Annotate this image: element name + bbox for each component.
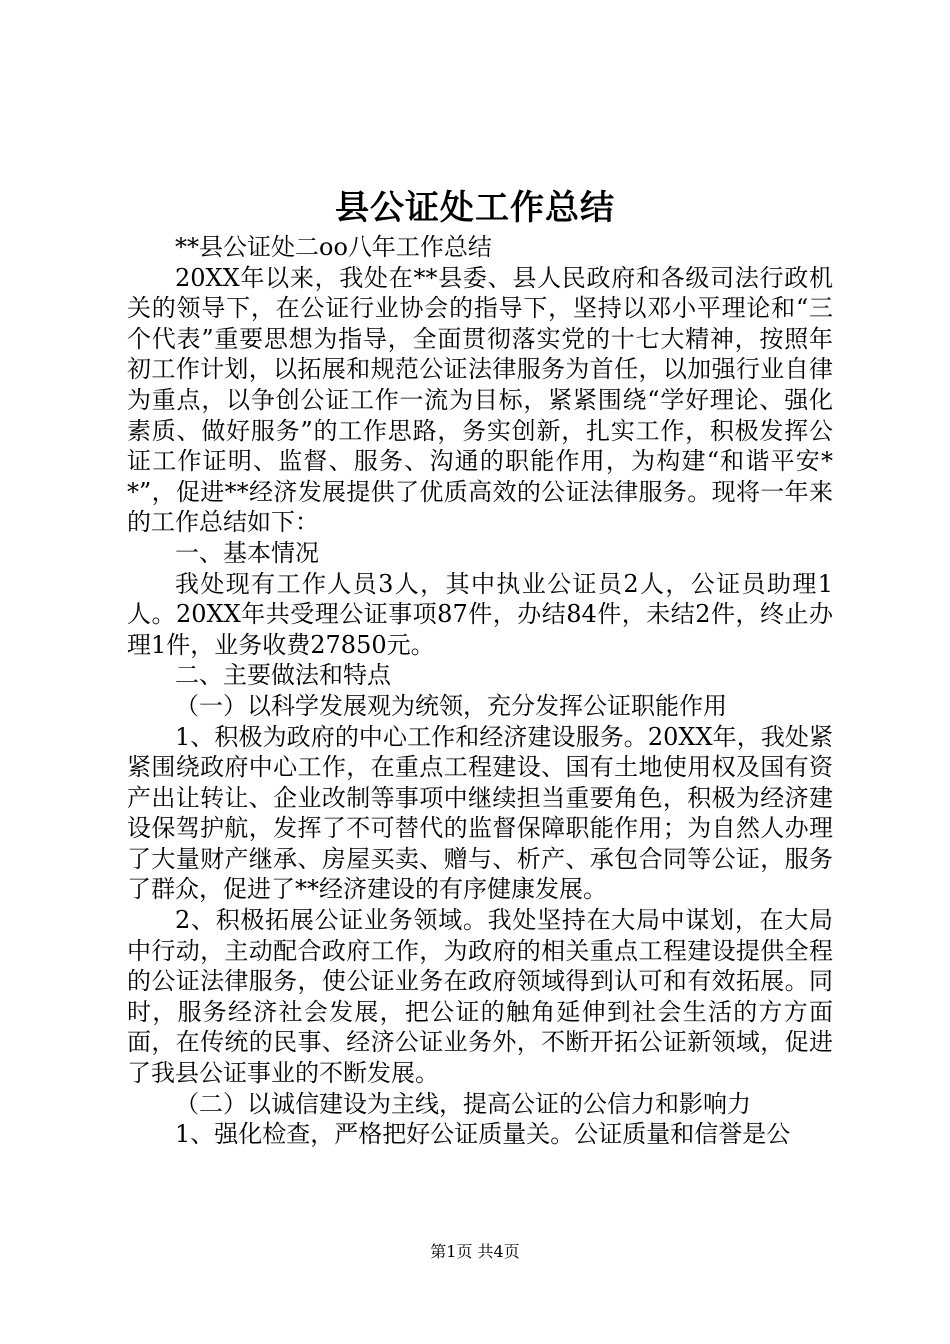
- heading-basic-situation: 一、基本情况: [175, 538, 319, 567]
- paragraph-item-1: 1、积极为政府的中心工作和经济建设服务。20XX年，我处紧紧围绕政府中心工作，在重点工程建设、国有土地使用权及国有资产出让转让、企业改制等事项中继续担当重要角色，积极为经济建设保驾护航，发挥了不可替代的监督保障职能作用；为自然人办理了大量财产继承、房屋买卖、赠与、析产、承包合同等公证，服务了群众，促进了**经济建设的有序健康发展。: [127, 722, 833, 904]
- paragraph-basic-situation: 我处现有工作人员3人，其中执业公证员2人，公证员助理1人。20XX年共受理公证事项87件，办结84件，未结2件，终止办理1件，业务收费27850元。: [127, 569, 833, 659]
- paragraph-item-2: 2、积极拓展公证业务领域。我处坚持在大局中谋划，在大局中行动，主动配合政府工作，为政府的相关重点工程建设提供全程的公证法律服务，使公证业务在政府领域得到认可和有效拓展。同时，服务经济社会发展，把公证的触角延伸到社会生活的方方面面，在传统的民事、经济公证业务外，不断开拓公证新领域，促进了我县公证事业的不断发展。: [127, 906, 833, 1088]
- paragraph-intro: 20XX年以来，我处在**县委、县人民政府和各级司法行政机关的领导下，在公证行业协会的指导下，坚持以邓小平理论和“三个代表”重要思想为指导，全面贯彻落实党的十七大精神，按照年初工作计划，以拓展和规范公证法律服务为首任，以加强行业自律为重点，以争创公证工作一流为目标，紧紧围绕“学好理论、强化素质、做好服务”的工作思路，务实创新，扎实工作，积极发挥公证工作证明、监督、服务、沟通的职能作用，为构建“和谐平安**”，促进**经济发展提供了优质高效的公证法律服务。现将一年来的工作总结如下：: [127, 263, 833, 537]
- paragraph-subtitle: **县公证处二oo八年工作总结: [175, 233, 492, 261]
- paragraph-item-3: 1、强化检查，严格把好公证质量关。公证质量和信誉是公: [175, 1120, 791, 1149]
- document-body: [127, 232, 833, 1150]
- document-title: 县公证处工作总结: [335, 188, 615, 228]
- subheading-part-1: （一）以科学发展观为统领，充分发挥公证职能作用: [175, 691, 727, 720]
- subheading-part-2: （二）以诚信建设为主线，提高公证的公信力和影响力: [175, 1089, 751, 1118]
- page-number-footer: 第1页 共4页: [430, 1242, 520, 1261]
- heading-main-practices: 二、主要做法和特点: [175, 661, 391, 690]
